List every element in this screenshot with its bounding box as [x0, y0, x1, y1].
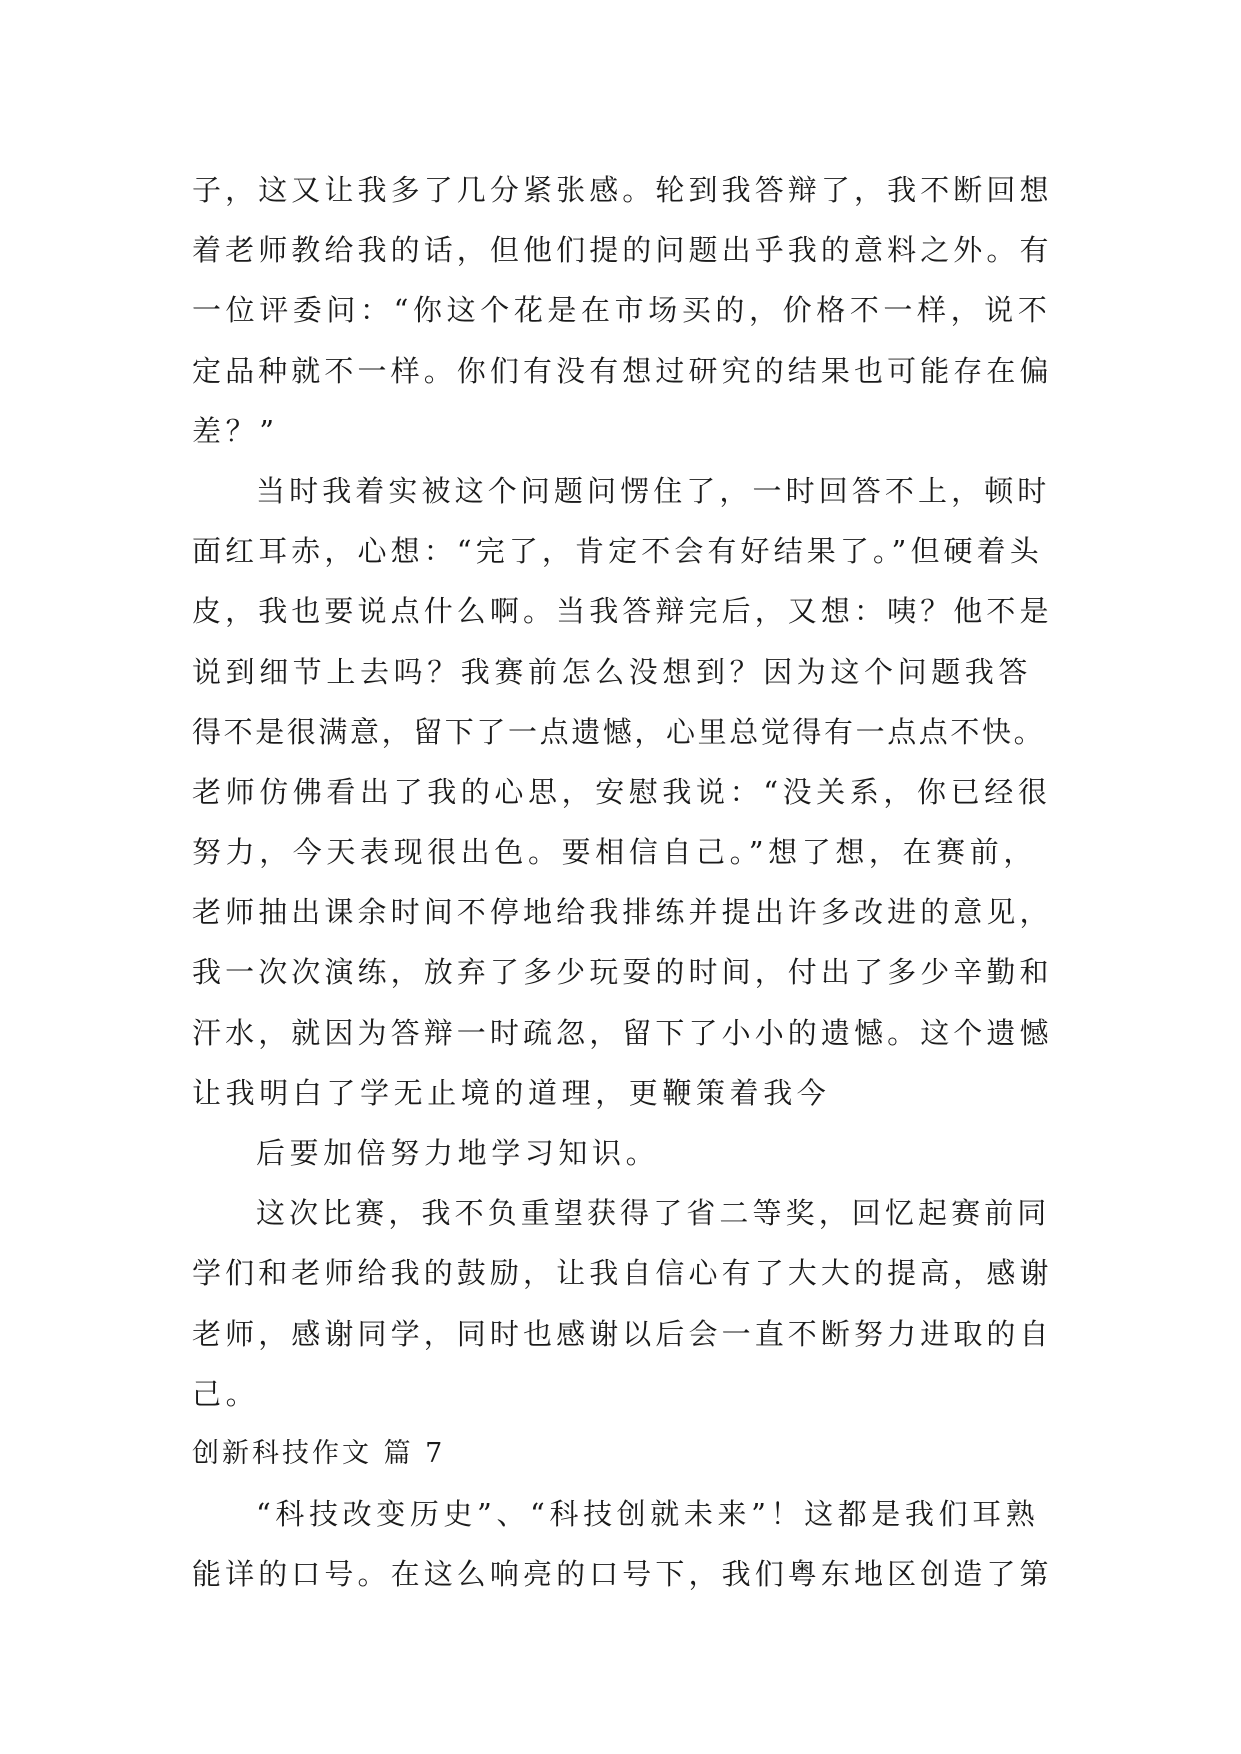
text-line: 老师仿佛看出了我的心思，安慰我说：“没关系，你已经很 [192, 774, 1052, 809]
text-line: 得不是很满意，留下了一点遗憾，心里总觉得有一点点不快。 [192, 714, 1046, 749]
text-line: 差？” [192, 413, 279, 448]
text-line: 让我明白了学无止境的道理，更鞭策着我今 [192, 1075, 831, 1110]
paragraph-start-line: 后要加倍努力地学习知识。 [256, 1136, 660, 1170]
text-line: 面红耳赤，心想：“完了，肯定不会有好结果了。”但硬着头 [192, 534, 1043, 569]
text-line: 子，这又让我多了几分紧张感。轮到我答辩了，我不断回想 [192, 173, 1053, 207]
paragraph-start-line: 这次比赛，我不负重望获得了省二等奖，回忆起赛前同 [256, 1196, 1051, 1231]
text-line: 老师抽出课余时间不停地给我排练并提出许多改进的意见， [192, 895, 1053, 930]
text-line: 我一次次演练，放弃了多少玩耍的时间，付出了多少辛勤和 [192, 955, 1053, 990]
body-text [192, 160, 1054, 1605]
text-line: 定品种就不一样。你们有没有想过研究的结果也可能存在偏 [192, 353, 1053, 388]
paragraph-start-line: “科技改变历史”、“科技创就未来”！这都是我们耳熟 [256, 1497, 1040, 1532]
text-line: 着老师教给我的话，但他们提的问题出乎我的意料之外。有 [192, 233, 1053, 268]
text-line: 汗水，就因为答辩一时疏忽，留下了小小的遗憾。这个遗憾 [192, 1015, 1053, 1050]
text-line: 一位评委问：“你这个花是在市场买的，价格不一样，说不 [192, 293, 1052, 328]
text-line: 努力，今天表现很出色。要相信自己。”想了想，在赛前， [192, 835, 1037, 870]
text-line: 学们和老师给我的鼓励，让我自信心有了大大的提高，感谢 [192, 1256, 1053, 1291]
section-heading: 创新科技作文 篇 7 [192, 1437, 446, 1469]
text-line: 能详的口号。在这么响亮的口号下，我们粤东地区创造了第 [192, 1557, 1053, 1592]
paragraph-start-line: 当时我着实被这个问题问愣住了，一时回答不上，顿时 [256, 473, 1051, 508]
text-line: 老师，感谢同学，同时也感谢以后会一直不断努力进取的自 [192, 1316, 1053, 1351]
text-line: 皮，我也要说点什么啊。当我答辩完后，又想：咦？他不是 [192, 594, 1053, 629]
text-line: 己。 [192, 1376, 260, 1411]
text-line: 说到细节上去吗？我赛前怎么没想到？因为这个问题我答 [192, 654, 1033, 689]
